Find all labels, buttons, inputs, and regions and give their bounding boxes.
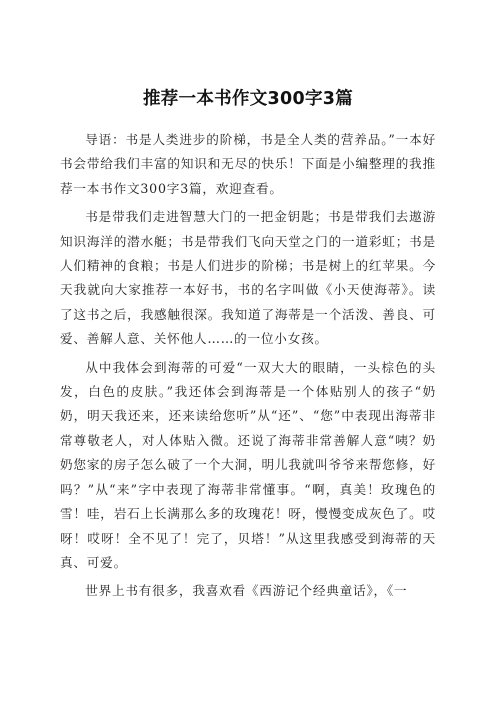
intro-paragraph: 导语：书是人类进步的阶梯，书是全人类的营养品。”一本好书会带给我们丰富的知识和无尽的快乐！下面是小编整理的我推荐一本书作文300字3篇，欢迎查看。: [60, 132, 436, 196]
body-paragraph: 从中我体会到海蒂的可爱“一双大大的眼睛，一头棕色的头发，白色的皮肤。”我还体会到海蒂是一个体贴别人的孩子“奶奶，明天我还来，还来读给您听”从“还”、“您”中表现出海蒂非常尊敬老人，对人体贴入微。还说了海蒂非常善解人意“咦？奶奶您家的房子怎么破了一个大洞，明儿我就叫爷爷来帮您修，好吗？”从“来”字中表现了海蒂非常懂事。“啊，真美！玫瑰色的雪！哇，岩石上长满那么多的玫瑰花！呀，慢慢变成灰色了。哎呀！哎呀！全不见了！完了，贝塔！”从这里我感受到海蒂的天真、可爱。: [60, 359, 436, 570]
document-title: 推荐一本书作文300字3篇: [142, 89, 354, 109]
body-paragraph: 世界上书有很多，我喜欢看《西游记个经典童话》，《一: [85, 583, 408, 599]
body-paragraph: 书是带我们走进智慧大门的一把金钥匙；书是带我们去遨游知识海洋的潜水艇；书是带我们飞向天堂之门的一道彩虹；书是人们精神的食粮；书是人们进步的阶梯；书是树上的红苹果。今天我就向大家推荐一本好书，书的名字叫做《小天使海蒂》。读了这书之后，我感触很深。我知道了海蒂是一个活泼、善良、可爱、善解人意、关怀他人……的一位小女孩。: [60, 209, 436, 347]
document-body: [60, 128, 436, 604]
